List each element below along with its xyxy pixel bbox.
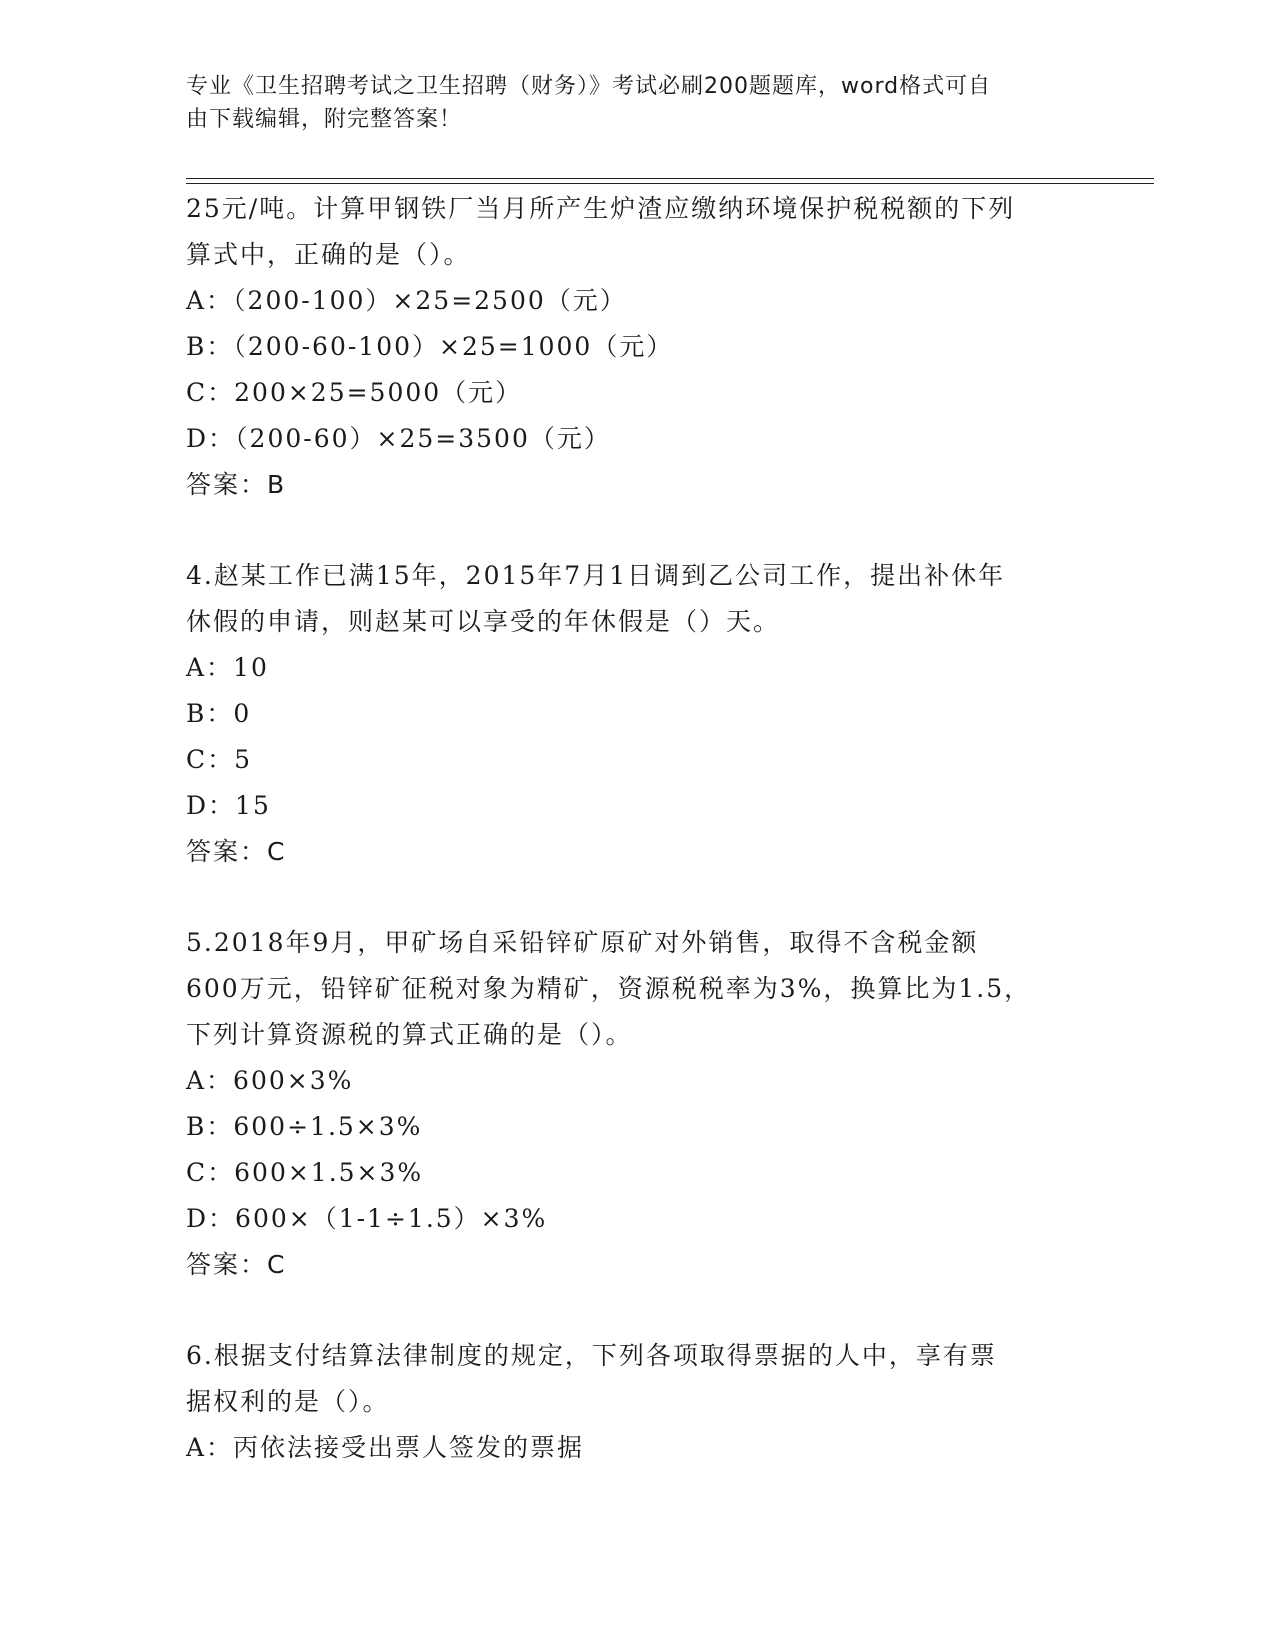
header-line-2: 由下载编辑，附完整答案！ [186, 107, 463, 132]
question-5 [186, 920, 1086, 1288]
option-b: B：600÷1.5×3% [186, 1112, 423, 1141]
question-6 [186, 1333, 1086, 1471]
question-stem-line: 据权利的是（）。 [186, 1387, 390, 1416]
header-line-1: 专业《卫生招聘考试之卫生招聘（财务）》考试必刷200题题库，word格式可自 [186, 74, 992, 99]
answer-line: 答案：C [186, 837, 287, 866]
question-stem-line: 算式中，正确的是（）。 [186, 240, 471, 269]
option-b: B：0 [186, 699, 252, 728]
question-stem-line: 休假的申请，则赵某可以享受的年休假是（）天。 [186, 607, 781, 636]
option-d: D：600×（1-1÷1.5）×3% [186, 1204, 548, 1233]
spacer [186, 1288, 1086, 1333]
option-a: A：10 [186, 653, 269, 682]
option-a: A：丙依法接受出票人签发的票据 [186, 1433, 585, 1462]
document-header [186, 70, 1066, 136]
question-stem-line: 6.根据支付结算法律制度的规定，下列各项取得票据的人中，享有票 [186, 1341, 997, 1370]
option-b: B：（200-60-100）×25=1000（元） [186, 332, 674, 361]
option-c: C：600×1.5×3% [186, 1158, 424, 1187]
answer-line: 答案：B [186, 470, 287, 499]
header-rule-bottom [186, 183, 1154, 184]
option-d: D：（200-60）×25=3500（元） [186, 424, 611, 453]
option-a: A：（200-100）×25=2500（元） [186, 286, 627, 315]
question-stem-line: 5.2018年9月，甲矿场自采铅锌矿原矿对外销售，取得不含税金额 [186, 928, 979, 957]
question-4 [186, 553, 1086, 875]
spacer [186, 875, 1086, 920]
option-c: C：5 [186, 745, 253, 774]
option-a: A：600×3% [186, 1066, 354, 1095]
option-c: C：200×25=5000（元） [186, 378, 523, 407]
spacer [186, 508, 1086, 553]
question-stem-line: 下列计算资源税的算式正确的是（）。 [186, 1020, 633, 1049]
answer-line: 答案：C [186, 1250, 287, 1279]
question-stem-line: 25元/吨。计算甲钢铁厂当月所产生炉渣应缴纳环境保护税税额的下列 [186, 194, 1016, 223]
question-3 [186, 186, 1086, 508]
header-rule-top [186, 178, 1154, 179]
question-stem-line: 4.赵某工作已满15年，2015年7月1日调到乙公司工作，提出补休年 [186, 561, 1006, 590]
question-list [186, 186, 1086, 1471]
question-stem-line: 600万元，铅锌矿征税对象为精矿，资源税税率为3%，换算比为1.5， [186, 974, 1032, 1003]
option-d: D：15 [186, 791, 271, 820]
